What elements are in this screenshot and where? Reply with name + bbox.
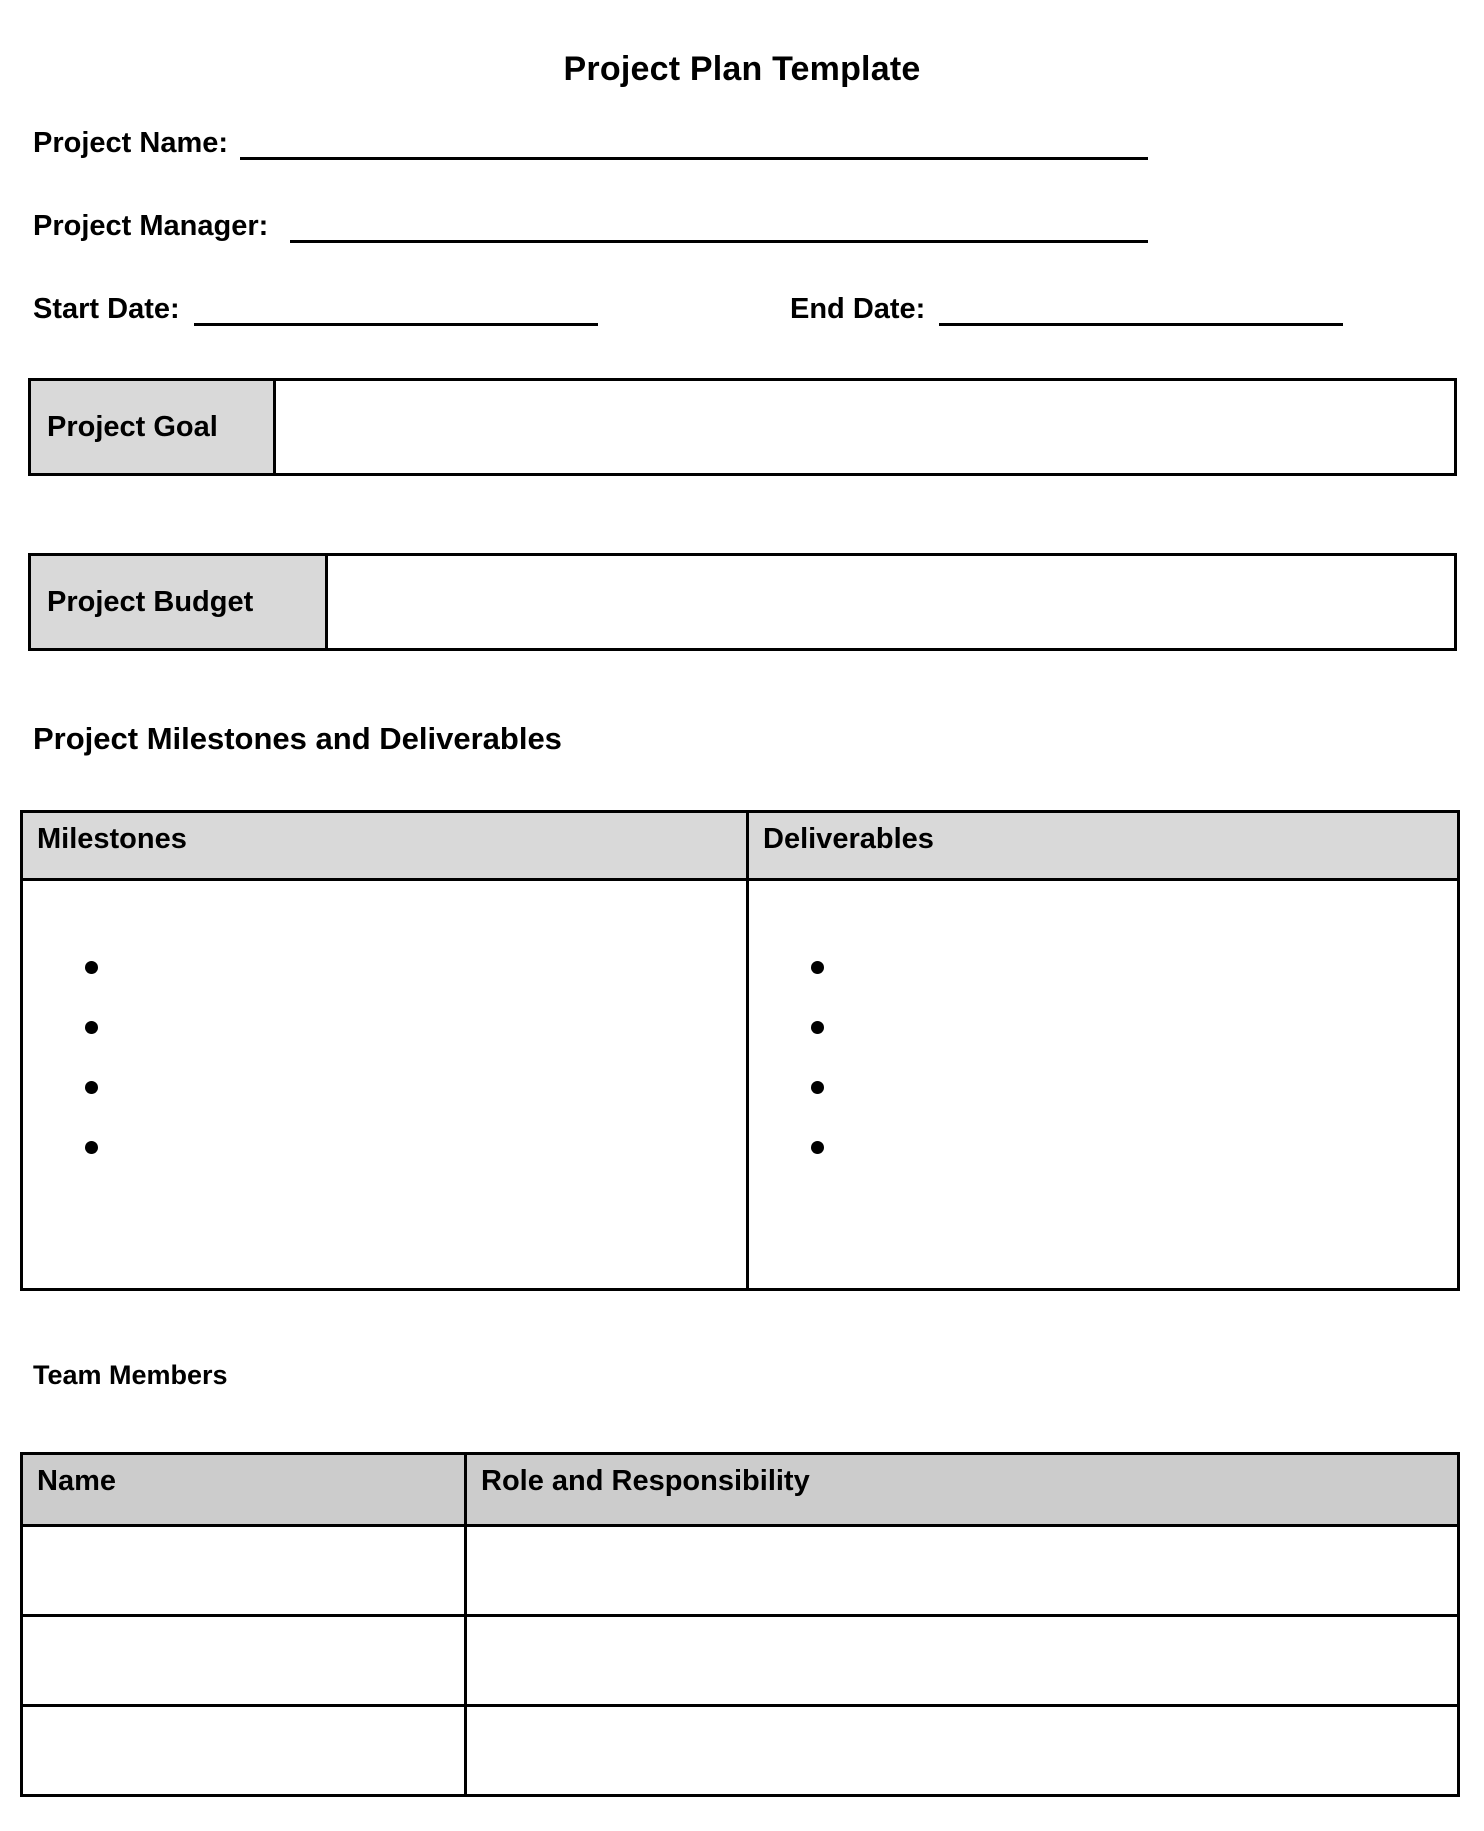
column-header-milestones: Milestones xyxy=(22,812,748,880)
team-role-cell[interactable] xyxy=(466,1616,1459,1706)
column-header-role-and-responsibility: Role and Responsibility xyxy=(466,1454,1459,1526)
list-item[interactable] xyxy=(85,1117,746,1177)
deliverables-cell[interactable] xyxy=(748,880,1459,1290)
start-date-input[interactable] xyxy=(194,295,598,326)
team-name-cell[interactable] xyxy=(22,1616,466,1706)
column-header-deliverables: Deliverables xyxy=(748,812,1459,880)
start-date-row xyxy=(33,292,598,326)
list-item[interactable] xyxy=(811,937,1457,997)
page-title: Project Plan Template xyxy=(563,50,921,88)
start-date-label: Start Date: xyxy=(33,293,180,325)
team-members-section-heading: Team Members xyxy=(33,1360,228,1390)
milestones-bullet-list xyxy=(23,881,746,1177)
project-budget-box xyxy=(28,553,1457,651)
list-item[interactable] xyxy=(811,997,1457,1057)
project-name-input[interactable] xyxy=(240,129,1148,160)
team-name-cell[interactable] xyxy=(22,1706,466,1796)
list-item[interactable] xyxy=(811,1057,1457,1117)
project-goal-label: Project Goal xyxy=(31,381,276,473)
project-budget-input[interactable] xyxy=(328,556,1454,648)
project-name-label: Project Name: xyxy=(33,127,229,159)
list-item[interactable] xyxy=(85,997,746,1057)
table-row xyxy=(22,880,1459,1290)
end-date-label: End Date: xyxy=(790,293,926,325)
table-header-row xyxy=(22,812,1459,880)
team-name-cell[interactable] xyxy=(22,1526,466,1616)
milestones-table xyxy=(20,810,1460,1291)
project-manager-row xyxy=(33,209,1148,243)
table-header-row xyxy=(22,1454,1459,1526)
table-row xyxy=(22,1706,1459,1796)
list-item[interactable] xyxy=(811,1117,1457,1177)
team-role-cell[interactable] xyxy=(466,1526,1459,1616)
project-goal-input[interactable] xyxy=(276,381,1454,473)
project-name-row xyxy=(33,126,1148,160)
project-budget-label: Project Budget xyxy=(31,556,328,648)
list-item[interactable] xyxy=(85,1057,746,1117)
column-header-name: Name xyxy=(22,1454,466,1526)
project-manager-label: Project Manager: xyxy=(33,210,269,242)
table-row xyxy=(22,1526,1459,1616)
end-date-input[interactable] xyxy=(939,295,1343,326)
list-item[interactable] xyxy=(85,937,746,997)
project-manager-input[interactable] xyxy=(290,212,1148,243)
end-date-row xyxy=(790,292,1343,326)
team-role-cell[interactable] xyxy=(466,1706,1459,1796)
deliverables-bullet-list xyxy=(749,881,1457,1177)
milestones-cell[interactable] xyxy=(22,880,748,1290)
milestones-section-heading: Project Milestones and Deliverables xyxy=(33,721,562,756)
table-row xyxy=(22,1616,1459,1706)
team-members-table xyxy=(20,1452,1460,1797)
project-goal-box xyxy=(28,378,1457,476)
